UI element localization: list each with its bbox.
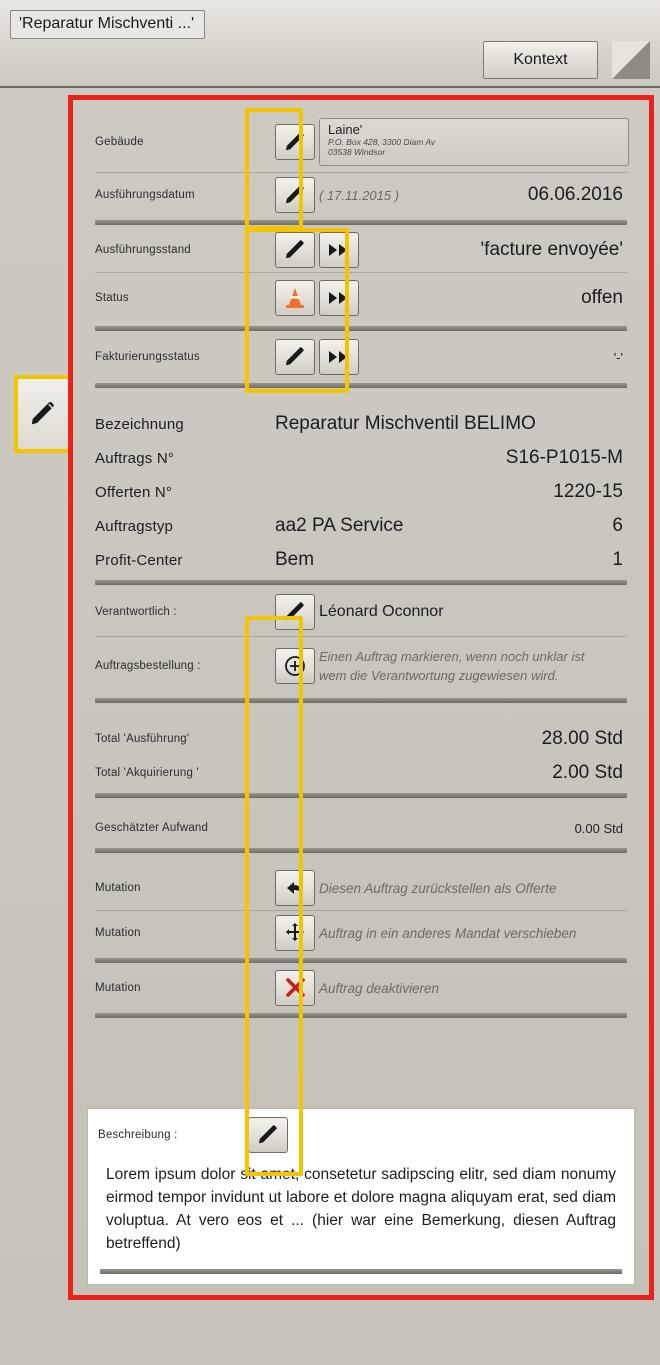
divider [95,698,627,703]
divider [95,580,627,585]
geschaetzter-aufwand-value: 0.00 Std [574,820,623,836]
label-bezeichnung: Bezeichnung [95,415,184,433]
label-mutation-2: Mutation [95,927,141,939]
divider [95,848,627,853]
window-title: 'Reparatur Mischventi ...' [10,10,205,39]
kontext-button[interactable]: Kontext [483,41,598,79]
row-status [87,273,635,323]
mutation-zurueckstellen-button[interactable] [275,870,315,906]
row-gebaeude [87,112,635,172]
address-line2: 03538 Windsor [328,147,386,157]
row-mutation-zurueckstellen [87,866,635,910]
gebaeude-address[interactable] [319,118,629,166]
divider [100,1269,622,1274]
beschreibung-section [87,1108,635,1285]
label-total-ausfuehrung: Total 'Ausführung' [95,733,190,745]
pencil-icon [283,238,307,262]
label-auftragsbestellung: Auftragsbestellung : [95,660,201,672]
label-beschreibung: Beschreibung : [98,1129,178,1141]
fast-forward-icon [328,349,350,365]
verantwortlich-value: Léonard Oconnor [319,603,444,620]
beschreibung-text: Lorem ipsum dolor sit amet, consetetur sadipscing elitr, sed diam nonumy eirmod tempor invidunt ut labore et dolore magna aliquyam erat, sed diam voluptua. At vero eos et ... (hier war eine Bemerkung, diesen Auftrag betreffend) [106,1166,616,1252]
label-ausfuehrungsdatum: Ausführungsdatum [95,189,195,201]
status-state-button[interactable] [275,280,315,316]
floating-edit-button[interactable] [14,375,72,453]
label-offerten-nr: Offerten N° [95,483,173,501]
label-profit-center: Profit-Center [95,551,183,569]
row-offerten-nr [87,475,635,509]
total-akquirierung-value: 2.00 Std [552,762,623,783]
fast-forward-icon [328,242,350,258]
auftragsbestellung-add-button[interactable] [275,648,315,684]
row-mutation-deaktivieren [87,966,635,1010]
profit-center-code: 1 [612,549,623,570]
auftragstyp-value: aa2 PA Service [275,515,404,536]
mutation-3-text: Auftrag deaktivieren [319,980,440,996]
label-auftrags-nr: Auftrags N° [95,449,175,467]
mutation-verschieben-button[interactable] [275,915,315,951]
row-auftrags-nr [87,441,635,475]
label-mutation-3: Mutation [95,982,141,994]
ausfuehrungsstand-next-button[interactable] [319,232,359,268]
beschreibung-edit-button[interactable] [248,1117,288,1153]
row-fakturierungsstatus [87,334,635,380]
auftragsbestellung-hint-2: wem die Verantwortung zugewiesen wird. [319,668,559,683]
mutation-deaktivieren-button[interactable] [275,970,315,1006]
label-fakturierungsstatus: Fakturierungsstatus [95,351,200,363]
fakturierungsstatus-next-button[interactable] [319,339,359,375]
row-bezeichnung [87,407,635,441]
undo-arrow-icon [283,876,307,900]
row-auftragsbestellung [87,637,635,695]
label-mutation-1: Mutation [95,882,141,894]
pencil-icon [283,600,307,624]
mutation-2-text: Auftrag in ein anderes Mandat verschieben [319,925,577,941]
bezeichnung-value: Reparatur Mischventil BELIMO [275,413,536,434]
ausfuehrungsstand-value: 'facture envoyée' [480,239,623,260]
address-line1: P.O. Box 428, 3300 Diam Av [328,137,436,147]
divider [95,793,627,798]
plus-circle-icon [283,654,307,678]
fakturierungsstatus-value: '-' [613,349,623,365]
resize-corner-icon[interactable] [612,41,650,79]
row-total-akquirierung [87,756,635,790]
ausfuehrungsdatum-value: 06.06.2016 [527,184,623,205]
red-x-icon [283,976,307,1000]
auftragstyp-code: 6 [612,515,623,536]
pencil-icon [283,183,307,207]
address-name: Laine' [328,122,363,137]
row-verantwortlich [87,588,635,636]
label-verantwortlich: Verantwortlich : [95,606,177,618]
fakturierungsstatus-edit-button[interactable] [275,339,315,375]
pencil-icon [283,130,307,154]
divider [95,383,627,388]
label-status: Status [95,292,129,304]
pencil-icon [256,1123,280,1147]
verantwortlich-edit-button[interactable] [275,594,315,630]
row-auftragstyp [87,509,635,543]
ausfuehrungsstand-edit-button[interactable] [275,232,315,268]
gebaeude-edit-button[interactable] [275,124,315,160]
divider [95,958,627,963]
move-cross-icon [283,921,307,945]
status-next-button[interactable] [319,280,359,316]
label-gebaeude: Gebäude [95,136,144,148]
ausfuehrungsdatum-previous: ( 17.11.2015 ) [319,187,399,203]
label-total-akquirierung: Total 'Akquirierung ' [95,767,199,779]
traffic-cone-icon [282,285,308,311]
divider [95,220,627,225]
row-geschaetzter-aufwand [87,811,635,845]
label-auftragstyp: Auftragstyp [95,517,174,535]
title-bar [0,0,660,88]
divider [95,1013,627,1018]
auftragsbestellung-hint-1: Einen Auftrag markieren, wenn noch unklar ist [319,649,585,664]
offerten-nr-value: 1220-15 [553,481,623,502]
pencil-icon [28,399,58,429]
mutation-1-text: Diesen Auftrag zurückstellen als Offerte [319,880,557,896]
label-geschaetzter-aufwand: Geschätzter Aufwand [95,822,209,834]
fast-forward-icon [328,290,350,306]
row-ausfuehrungsstand [87,228,635,272]
total-ausfuehrung-value: 28.00 Std [541,728,623,749]
auftrags-nr-value: S16-P1015-M [505,447,623,468]
status-value: offen [581,287,623,308]
label-ausfuehrungsstand: Ausführungsstand [95,244,191,256]
profit-center-value: Bem [275,549,315,570]
divider [95,326,627,331]
order-detail-panel [68,95,654,1300]
pencil-icon [283,345,307,369]
row-ausfuehrungsdatum [87,173,635,217]
row-profit-center [87,543,635,577]
row-total-ausfuehrung [87,722,635,756]
ausfuehrungsdatum-edit-button[interactable] [275,177,315,213]
beschreibung-header [88,1109,634,1157]
row-mutation-verschieben [87,911,635,955]
